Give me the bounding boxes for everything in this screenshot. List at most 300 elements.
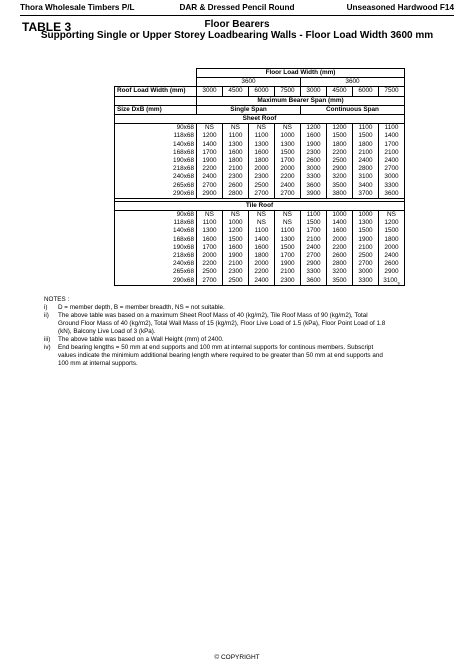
floor-load-width-header: Floor Load Width (mm) — [197, 69, 405, 78]
note-marker: iv) — [44, 344, 51, 351]
span-value-text: NS — [257, 211, 266, 219]
span-value — [301, 124, 327, 133]
span-value-text: 3300 — [306, 173, 321, 181]
span-value — [249, 124, 275, 133]
span-value-text: 2200 — [202, 260, 217, 268]
span-value — [275, 277, 301, 286]
span-value-text: 2600 — [384, 260, 399, 268]
sheet-roof-header: Sheet Roof — [115, 114, 405, 123]
span-value — [327, 277, 353, 286]
span-value-text: 2700 — [202, 276, 217, 284]
span-value — [379, 132, 405, 140]
span-value — [301, 181, 327, 189]
span-value-text: 3500 — [332, 181, 347, 189]
member-size: 168x68 — [115, 149, 197, 157]
span-value-text: NS — [257, 124, 266, 132]
span-value — [249, 157, 275, 165]
span-value — [249, 236, 275, 244]
note-text: The above table was based on a maximum Sheet Roof Mass of 40 (kg/m2), Tile Roof Mass of 90 (kg/m2), Total Ground Floor Mass of 40 (kg/m2), Total Wall Mass of 15 (kg/m2), Floor Live Load of 1.5 (kPa), Floor Point Load of 1.8 (kN), Balcony Live Load of 3 (kPa). — [58, 312, 386, 335]
table-row — [115, 190, 405, 199]
span-value — [379, 211, 405, 220]
span-value — [327, 236, 353, 244]
span-value — [353, 141, 379, 149]
span-value-text: 1700 — [280, 252, 295, 260]
span-value-text: 2900 — [332, 165, 347, 173]
span-value-text: 1600 — [254, 148, 269, 156]
span-value — [249, 141, 275, 149]
span-value-text: 2500 — [228, 276, 243, 284]
notes — [44, 296, 388, 368]
span-value-text: 1500 — [332, 132, 347, 140]
span-value-text: NS — [257, 219, 266, 227]
span-value — [249, 173, 275, 181]
span-value — [197, 157, 223, 165]
span-value — [223, 227, 249, 235]
span-value — [301, 211, 327, 220]
header-divider — [20, 15, 454, 16]
span-value-text: 3000 — [358, 268, 373, 276]
span-value-text: 2900 — [202, 189, 217, 197]
span-value-text: 2600 — [306, 156, 321, 164]
continuous-span-header: Continuous Span — [301, 105, 405, 114]
member-size: 190x68 — [115, 244, 197, 252]
span-value-text: 2100 — [306, 235, 321, 243]
notes-heading: NOTES : — [44, 296, 70, 303]
span-value — [275, 227, 301, 235]
span-value-text: 1300 — [228, 140, 243, 148]
span-value-text: 1200 — [306, 124, 321, 132]
span-value-text: 1500 — [358, 132, 373, 140]
span-value — [275, 141, 301, 149]
span-value-text: 3900 — [306, 189, 321, 197]
span-value-text: 1100 — [384, 124, 399, 132]
span-value-text: 2200 — [202, 165, 217, 173]
table-row — [115, 165, 405, 173]
span-value — [223, 219, 249, 227]
span-value — [353, 219, 379, 227]
span-value — [275, 260, 301, 268]
span-value-text: 1500 — [384, 227, 399, 235]
empty-corner — [115, 69, 197, 78]
span-value — [275, 252, 301, 260]
note-text: D = member depth, B = member breadth, NS = not suitable. — [58, 304, 225, 311]
span-value-text: NS — [205, 211, 214, 219]
span-value-text: 1500 — [306, 219, 321, 227]
member-size: 240x68 — [115, 173, 197, 181]
span-value-text: 1100 — [306, 211, 321, 219]
span-value-text: 3600 — [306, 276, 321, 284]
span-value — [197, 190, 223, 199]
span-value — [379, 252, 405, 260]
span-value-text: 3400 — [358, 181, 373, 189]
span-value — [223, 211, 249, 220]
roof-width-header: 3000 — [197, 87, 223, 96]
span-value-text: 2300 — [280, 276, 295, 284]
table-row — [115, 149, 405, 157]
span-value-text: 1800 — [384, 235, 399, 243]
note-text: The above table was based on a Wall Height (mm) of 2400. — [58, 336, 224, 343]
span-value — [197, 227, 223, 235]
span-value-text: 2800 — [332, 260, 347, 268]
span-value — [353, 157, 379, 165]
span-value — [379, 219, 405, 227]
tile-roof-header: Tile Roof — [115, 201, 405, 210]
span-value — [249, 268, 275, 276]
table-label: TABLE 3 — [22, 20, 72, 34]
roof-width-header: 6000 — [353, 87, 379, 96]
span-value-text: 2400 — [306, 243, 321, 251]
span-value-text: 2300 — [306, 148, 321, 156]
span-value-text: 2400 — [280, 181, 295, 189]
span-value — [327, 124, 353, 133]
span-value-text: 2000 — [384, 243, 399, 251]
span-value-text: 2200 — [332, 148, 347, 156]
span-value — [327, 190, 353, 199]
span-value-text: 2500 — [332, 156, 347, 164]
span-value — [223, 157, 249, 165]
span-value-text: 1800 — [254, 252, 269, 260]
span-value — [379, 227, 405, 235]
span-value — [301, 132, 327, 140]
span-value-text: 1300 — [358, 219, 373, 227]
span-value-text: 1900 — [306, 140, 321, 148]
span-value — [197, 268, 223, 276]
span-value — [353, 181, 379, 189]
span-value-text: 2400 — [202, 173, 217, 181]
span-value-text: 1400 — [202, 140, 217, 148]
span-value-text: 1600 — [228, 148, 243, 156]
table-row — [115, 227, 405, 235]
span-value — [223, 149, 249, 157]
span-value — [353, 236, 379, 244]
span-value-text: 2900 — [384, 268, 399, 276]
span-value-text: 1300 — [280, 235, 295, 243]
member-size: 168x68 — [115, 236, 197, 244]
span-value-text: 2500 — [254, 181, 269, 189]
table-row — [115, 157, 405, 165]
span-value-text: 2700 — [384, 165, 399, 173]
span-value — [223, 277, 249, 286]
table-row — [115, 124, 405, 133]
span-value-text: 3100 — [383, 276, 398, 284]
span-value-text: 1800 — [228, 156, 243, 164]
span-value — [379, 165, 405, 173]
span-value-text: 2000 — [280, 165, 295, 173]
span-value-text: 1100 — [228, 132, 243, 140]
span-value-text: 1600 — [332, 227, 347, 235]
span-value — [223, 124, 249, 133]
span-value — [301, 244, 327, 252]
span-value-text: 1100 — [254, 132, 269, 140]
span-value-text: 2300 — [228, 268, 243, 276]
span-value — [379, 181, 405, 189]
product-name: DAR & Dressed Pencil Round — [179, 3, 295, 12]
span-value — [301, 173, 327, 181]
note-marker: iii) — [44, 336, 51, 343]
span-value-text: 2900 — [306, 260, 321, 268]
span-value — [327, 211, 353, 220]
span-value — [275, 165, 301, 173]
company-name: Thora Wholesale Timbers P/L — [20, 3, 135, 12]
span-value-text: 1300 — [280, 140, 295, 148]
span-value-text: 1700 — [202, 243, 217, 251]
span-value-text: 1300 — [202, 227, 217, 235]
member-size: 218x68 — [115, 252, 197, 260]
span-value-text: NS — [283, 211, 292, 219]
span-value — [301, 252, 327, 260]
span-value-text: NS — [231, 211, 240, 219]
span-value — [275, 244, 301, 252]
span-value — [249, 277, 275, 286]
member-size: 190x68 — [115, 157, 197, 165]
span-value — [249, 227, 275, 235]
flw-single-value: 3600 — [197, 78, 301, 87]
span-value-text: 2400 — [384, 252, 399, 260]
span-value-text: 2100 — [358, 148, 373, 156]
span-value — [327, 244, 353, 252]
span-value-text: 1500 — [280, 243, 295, 251]
flw-continuous-value: 3600 — [301, 78, 405, 87]
span-value-text: 1700 — [384, 140, 399, 148]
span-value — [301, 141, 327, 149]
span-value-text: 3200 — [332, 173, 347, 181]
span-value — [301, 190, 327, 199]
single-span-header: Single Span — [197, 105, 301, 114]
span-value-text: 1400 — [384, 132, 399, 140]
span-value — [301, 219, 327, 227]
span-value — [353, 124, 379, 133]
span-value — [301, 268, 327, 276]
span-value-text: 1100 — [254, 227, 269, 235]
span-value-text: 2700 — [254, 189, 269, 197]
span-value-text: 1900 — [280, 260, 295, 268]
span-value-text: 1200 — [228, 227, 243, 235]
span-value — [197, 252, 223, 260]
table-row — [115, 268, 405, 276]
span-value — [379, 141, 405, 149]
span-value-text: 1200 — [384, 219, 399, 227]
span-value-text: 3300 — [358, 276, 373, 284]
span-value — [353, 132, 379, 140]
span-value — [327, 268, 353, 276]
span-value — [353, 277, 379, 286]
span-value — [327, 157, 353, 165]
roof-load-width-label: Roof Load Width (mm) — [115, 87, 197, 96]
span-value-text: 2400 — [358, 156, 373, 164]
span-value-text: 1000 — [228, 219, 243, 227]
span-value-text: 3300 — [306, 268, 321, 276]
span-value-text: 3300 — [384, 181, 399, 189]
copyright: © COPYRIGHT — [214, 654, 260, 661]
span-table — [114, 68, 405, 286]
span-value — [275, 181, 301, 189]
span-value — [327, 141, 353, 149]
member-size: 290x68 — [115, 277, 197, 286]
span-value-text: 1900 — [358, 235, 373, 243]
span-value — [301, 227, 327, 235]
span-value — [379, 190, 405, 199]
span-value-text: 2000 — [332, 235, 347, 243]
span-value — [379, 173, 405, 181]
span-value-text: 1000 — [280, 132, 295, 140]
span-value-text: 2000 — [254, 260, 269, 268]
note-text: End bearing lengths = 50 mm at end supports and 100 mm at internal supports for continous members. Subscript values indicate the minimium additional bearing length where required to be greater than 50 mm at end supports and 100 mm at internal supports. — [58, 344, 383, 367]
span-value-text: 3000 — [306, 165, 321, 173]
span-value-text: 2300 — [254, 173, 269, 181]
span-value-text: NS — [387, 211, 396, 219]
span-value — [327, 227, 353, 235]
span-value — [353, 227, 379, 235]
span-value — [223, 252, 249, 260]
span-value-text: NS — [205, 124, 214, 132]
span-value-text: 2700 — [280, 189, 295, 197]
span-value — [249, 260, 275, 268]
span-value — [197, 244, 223, 252]
span-value-text: 1300 — [254, 140, 269, 148]
span-value — [249, 211, 275, 220]
roof-width-header: 4500 — [327, 87, 353, 96]
span-value-text: 3800 — [332, 189, 347, 197]
span-value-text: 2100 — [228, 260, 243, 268]
span-value — [379, 244, 405, 252]
span-value — [379, 149, 405, 157]
span-value — [379, 268, 405, 276]
span-value-text: 1500 — [358, 227, 373, 235]
span-value-text: NS — [231, 124, 240, 132]
span-value — [223, 268, 249, 276]
span-value — [249, 219, 275, 227]
member-size: 140x68 — [115, 227, 197, 235]
span-value — [223, 132, 249, 140]
span-value — [223, 236, 249, 244]
span-value — [353, 173, 379, 181]
span-value — [197, 132, 223, 140]
note-item — [44, 304, 388, 312]
span-value — [197, 181, 223, 189]
span-value — [353, 260, 379, 268]
span-value — [327, 181, 353, 189]
span-value-text: NS — [283, 124, 292, 132]
span-value — [249, 244, 275, 252]
member-size: 265x68 — [115, 268, 197, 276]
span-value-text: 2100 — [358, 243, 373, 251]
span-value — [327, 132, 353, 140]
span-value — [249, 132, 275, 140]
span-value — [197, 236, 223, 244]
table-row — [115, 260, 405, 268]
span-value — [275, 268, 301, 276]
note-marker: i) — [44, 304, 48, 311]
span-value-text: 2000 — [202, 252, 217, 260]
table-row — [115, 211, 405, 220]
span-value-text: 2300 — [228, 173, 243, 181]
span-value-text: 2100 — [384, 148, 399, 156]
note-item — [44, 344, 388, 368]
empty-cell — [115, 96, 197, 105]
span-value — [223, 260, 249, 268]
empty-corner — [115, 78, 197, 87]
span-value-text: 2400 — [384, 156, 399, 164]
table-row — [115, 173, 405, 181]
span-value — [197, 211, 223, 220]
table-row — [115, 141, 405, 149]
span-value-text: 2800 — [358, 165, 373, 173]
span-value — [249, 190, 275, 199]
span-value-text: 1200 — [202, 132, 217, 140]
span-value — [223, 181, 249, 189]
span-value-text: 1600 — [228, 243, 243, 251]
span-value-text: 2200 — [254, 268, 269, 276]
span-value — [379, 260, 405, 268]
table-row — [115, 244, 405, 252]
span-value-text: NS — [283, 219, 292, 227]
span-value-text: 2800 — [228, 189, 243, 197]
span-value-text: 3600 — [306, 181, 321, 189]
table-row — [115, 132, 405, 140]
note-marker: ii) — [44, 312, 49, 319]
span-value-text: 3600 — [384, 189, 399, 197]
table-row — [115, 181, 405, 189]
span-value — [379, 277, 405, 286]
member-size: 118x68 — [115, 132, 197, 140]
span-value — [301, 277, 327, 286]
span-value — [223, 141, 249, 149]
span-value-text: 1800 — [332, 140, 347, 148]
span-value — [327, 173, 353, 181]
member-size: 90x68 — [115, 124, 197, 133]
span-value — [327, 252, 353, 260]
table-row — [115, 219, 405, 227]
span-value-text: 1100 — [202, 219, 217, 227]
span-value-text: 2000 — [254, 165, 269, 173]
span-value-text: 1500 — [228, 235, 243, 243]
span-value — [249, 149, 275, 157]
span-value-text: 3500 — [332, 276, 347, 284]
span-value-text: 2200 — [280, 173, 295, 181]
span-value-text: 1500 — [280, 148, 295, 156]
span-value — [301, 260, 327, 268]
table-row — [115, 236, 405, 244]
timber-grade: Unseasoned Hardwood F14 — [346, 3, 454, 12]
span-value-text: 1700 — [280, 156, 295, 164]
span-value-text: 1100 — [280, 227, 295, 235]
member-size: 240x68 — [115, 260, 197, 268]
span-value — [327, 219, 353, 227]
span-value-text: 2600 — [332, 252, 347, 260]
span-value — [275, 173, 301, 181]
span-value — [275, 211, 301, 220]
span-value — [353, 165, 379, 173]
span-value — [301, 236, 327, 244]
note-item — [44, 336, 388, 344]
span-value-text: 2700 — [202, 181, 217, 189]
span-value — [197, 219, 223, 227]
member-size: 265x68 — [115, 181, 197, 189]
span-value-text: 2500 — [202, 268, 217, 276]
span-value-text: 1700 — [306, 227, 321, 235]
span-value — [223, 173, 249, 181]
max-span-header: Maximum Bearer Span (mm) — [197, 96, 405, 105]
span-value-text: 3700 — [358, 189, 373, 197]
span-value-text: 1800 — [254, 156, 269, 164]
roof-width-header: 4500 — [223, 87, 249, 96]
span-value-text: 2100 — [228, 165, 243, 173]
span-value-text: 2700 — [358, 260, 373, 268]
span-value — [249, 181, 275, 189]
span-value — [249, 252, 275, 260]
span-value-text: 2100 — [280, 268, 295, 276]
span-value — [197, 173, 223, 181]
